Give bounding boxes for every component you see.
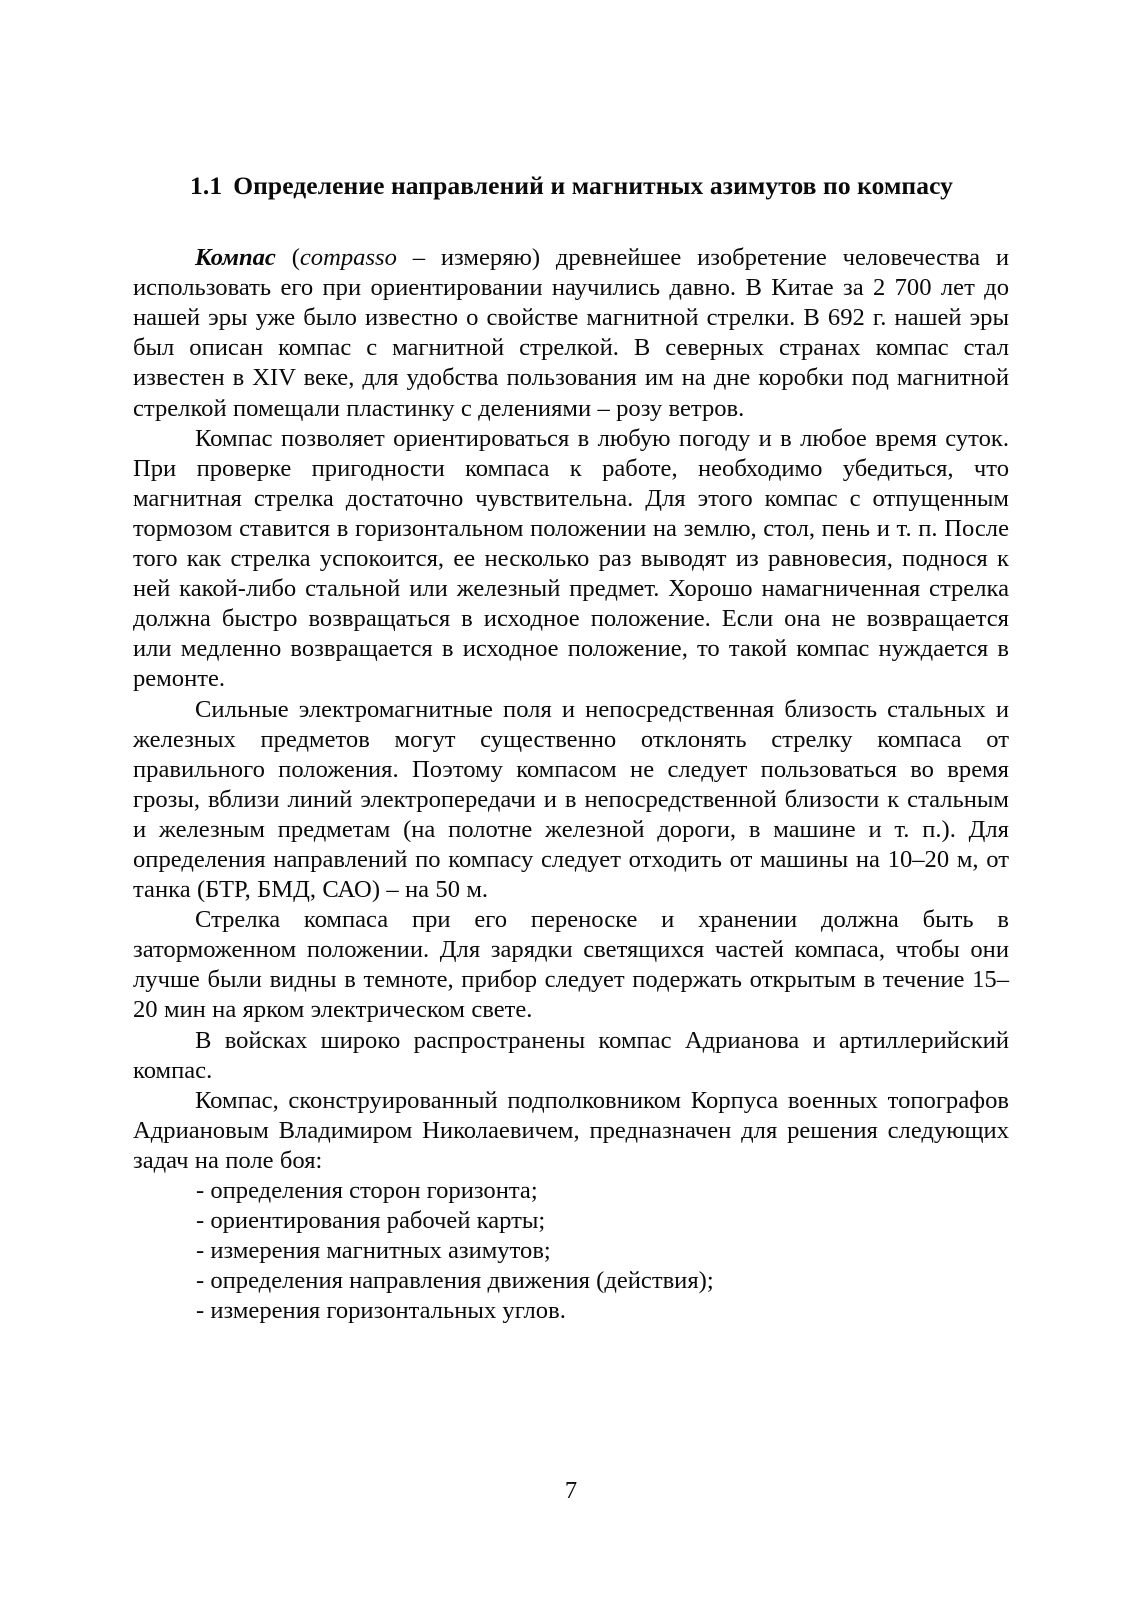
- list-item: - измерения магнитных азимутов;: [196, 1237, 551, 1265]
- term-kompas: Компас: [195, 244, 276, 272]
- paragraph-1: Компас (compasso – измеряю) древнейшее изобретение человечества и использовать его при ориентировании научились давно. В Китае за 2 700 лет до нашей эры уже было известно о свойстве магнитной стрелки. В 692 г. нашей эры был описан компас с магнитной стрелкой. В северных странах компас стал известен в XIV веке, для удобства пользования им на дне коробки под магнитной стрелкой помещали пластинку с делениями – розу ветров.: [133, 244, 1010, 422]
- section-title: Определение направлений и магнитных азимутов по компасу: [233, 171, 954, 200]
- page-content: [133, 170, 1009, 1326]
- list-item: - определения сторон горизонта;: [196, 1177, 538, 1205]
- paragraph-3: Сильные электромагнитные поля и непосредственная близость стальных и железных предметов могут существенно отклонять стрелку компаса от правильного положения. Поэтому компасом не следует пользоваться во время грозы, вблизи линий электропередачи и в непосредственной близости к стальным и железным предметам (на полотне железной дороги, в машине и т. п.). Для определения направлений по компасу следует отходить от машины на 10–20 м, от танка (БТР, БМД, САО) – на 50 м.: [133, 695, 1009, 904]
- list-item: - определения направления движения (действия);: [196, 1267, 714, 1295]
- paragraph-6: Компас, сконструированный подполковником Корпуса военных топографов Адриановым Владимиром Николаевичем, предназначен для решения следующих задач на поле боя:: [133, 1086, 1009, 1174]
- page-number: 7: [564, 1477, 578, 1504]
- paragraph-2: Компас позволяет ориентироваться в любую погоду и в любое время суток. При проверке пригодности компаса к работе, необходимо убедиться, что магнитная стрелка достаточно чувствительна. Для этого компас с отпущенным тормозом ставится в горизонтальном положении на землю, стол, пень и т. п. После того как стрелка успокоится, ее несколько раз выводят из равновесия, поднося к ней какой-либо стальной или железный предмет. Хорошо намагниченная стрелка должна быстро возвращаться в исходное положение. Если она не возвращается или медленно возвращается в исходное положение, то такой компас нуждается в ремонте.: [133, 424, 1009, 693]
- list-item: - измерения горизонтальных углов.: [196, 1297, 566, 1325]
- term-compasso: compasso: [299, 244, 397, 272]
- task-list: [133, 1176, 1009, 1326]
- list-item: - ориентирования рабочей карты;: [196, 1207, 546, 1235]
- paragraph-4: Стрелка компаса при его переноске и хранении должна быть в заторможенном положении. Для зарядки светящихся частей компаса, чтобы они лучше были видны в темноте, прибор следует подержать открытым в течение 15–20 мин на ярком электрическом свете.: [133, 906, 1009, 1024]
- section-number: 1.1: [190, 171, 223, 200]
- paragraph-5: В войсках широко распространены компас Адрианова и артиллерийский компас.: [133, 1026, 1009, 1084]
- section-heading: [133, 170, 1009, 201]
- paragraph-1-rest: – измеряю) древнейшее изобретение человечества и использовать его при ориентировании научились давно. В Китае за 2 700 лет до нашей эры уже было известно о свойстве магнитной стрелки. В 692 г. нашей эры был описан компас с магнитной стрелкой. В северных странах компас стал известен в XIV веке, для удобства пользования им на дне коробки под магнитной стрелкой помещали пластинку с делениями – розу ветров.: [133, 244, 1010, 422]
